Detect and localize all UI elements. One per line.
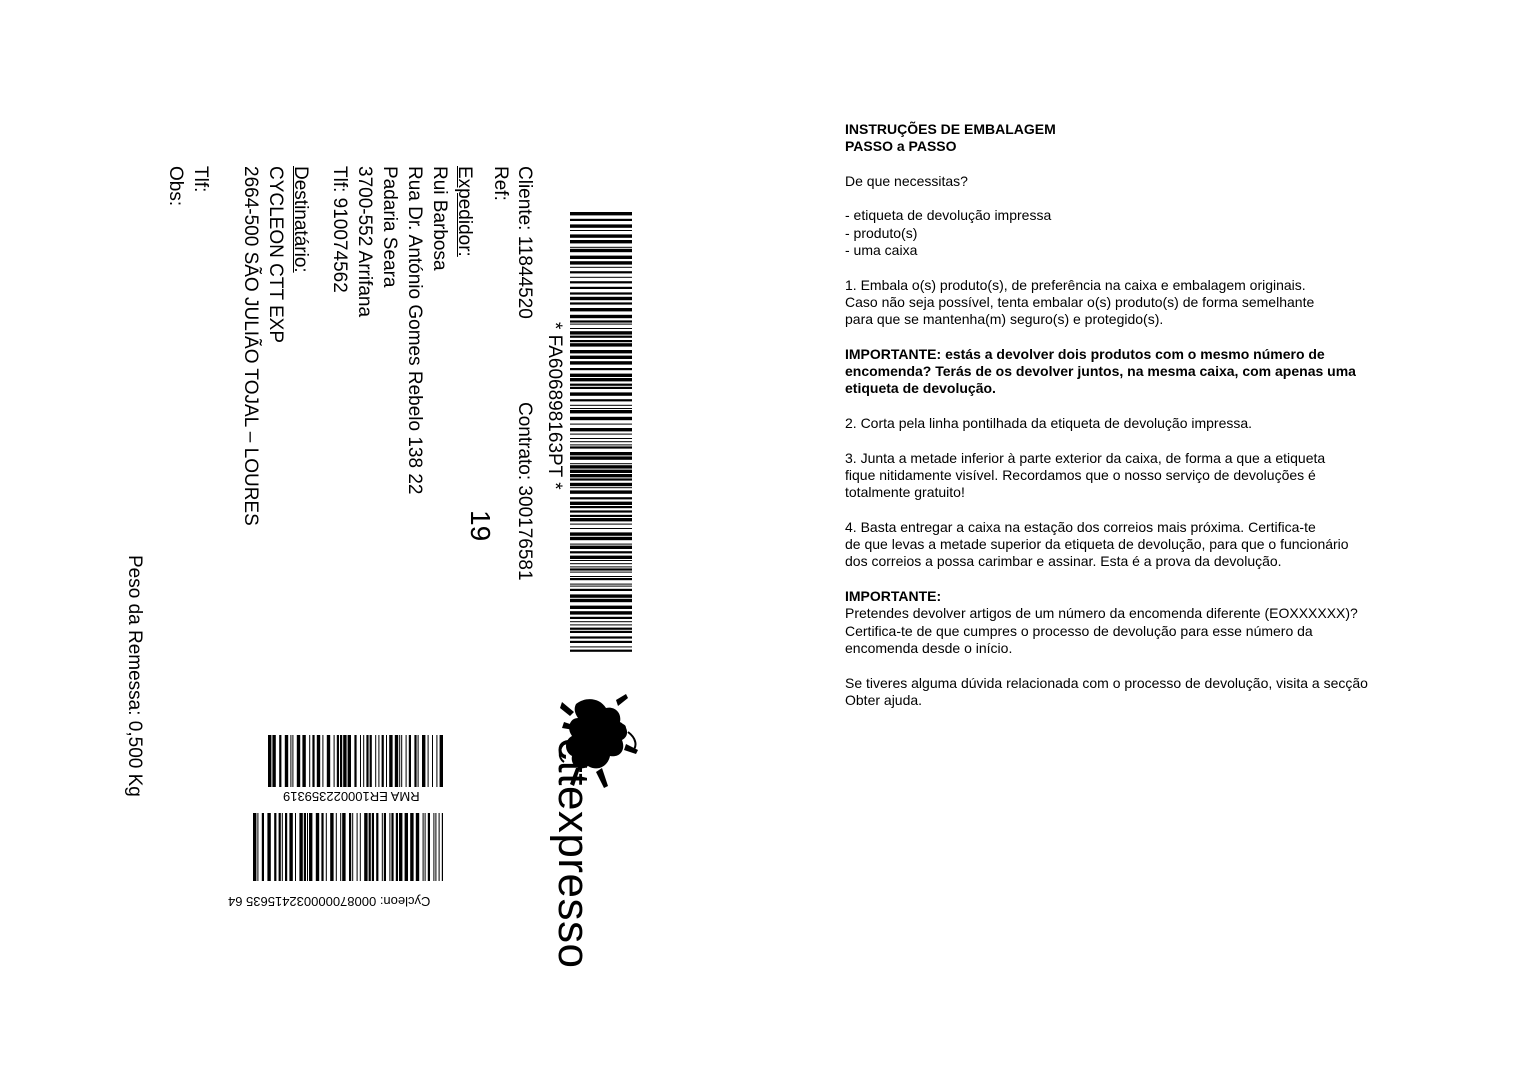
barcode-bar	[279, 735, 281, 787]
barcode-bar	[570, 281, 632, 283]
barcode-bar	[570, 410, 632, 413]
barcode-bar	[292, 735, 293, 787]
barcode-bar	[570, 606, 632, 609]
instructions-step-2: 2. Corta pela linha pontilhada da etiqueta de devolução impressa.	[845, 415, 1253, 432]
barcode-bar	[570, 594, 632, 597]
barcode-bar	[570, 556, 632, 559]
barcode-bar	[440, 735, 443, 787]
instructions-step-3: 3. Junta a metade inferior à parte exterior da caixa, de forma a que a etiqueta fique nitidamente visível. Recordamos que o nosso serviço de devoluções é totalmente gratuito!	[845, 449, 1326, 501]
barcode-bar	[428, 813, 430, 881]
barcode-bar	[570, 544, 632, 545]
barcode-bar	[372, 813, 374, 881]
barcode-bar	[570, 502, 632, 505]
barcode-bar	[570, 417, 632, 420]
barcode-bar	[285, 813, 287, 881]
barcode-bar	[570, 399, 632, 401]
barcode-bar	[570, 287, 632, 289]
barcode-bar	[416, 813, 419, 881]
barcode-bar	[570, 584, 632, 585]
barcode-bar	[422, 735, 425, 787]
barcode-bar	[352, 813, 353, 881]
barcode-bar	[399, 813, 402, 881]
cycleon-barcode	[253, 813, 443, 881]
barcode-bar	[406, 735, 407, 787]
barcode-bar	[342, 813, 345, 881]
client-number: Cliente: 11844520	[514, 166, 535, 319]
barcode-bar	[570, 277, 632, 278]
barcode-bar	[570, 599, 632, 602]
recipient-address: 2664-500 SÃO JULIÃO TOJAL – LOURES	[240, 166, 261, 526]
barcode-bar	[297, 735, 300, 787]
barcode-bar	[570, 515, 632, 517]
barcode-bar	[369, 813, 371, 881]
barcode-bar	[570, 340, 632, 342]
barcode-bar	[378, 735, 379, 787]
label-number: 19	[465, 510, 496, 542]
barcode-bar	[307, 813, 308, 881]
barcode-bar	[570, 308, 632, 311]
barcode-bar	[396, 813, 398, 881]
barcode-bar	[570, 297, 632, 300]
barcode-bar	[570, 434, 632, 435]
cycleon-barcode-text: Cycleon: 000870000032415635 64	[228, 894, 431, 909]
barcode-bar	[570, 510, 632, 512]
barcode-bar	[570, 224, 632, 227]
barcode-bar	[570, 628, 632, 630]
recipient-name: CYCLEON CTT EXP	[265, 166, 286, 344]
observations-label: Obs:	[165, 166, 186, 207]
barcode-bar	[570, 566, 632, 567]
barcode-bar	[282, 813, 283, 881]
sender-name: Rui Barbosa	[429, 166, 450, 271]
barcode-bar	[391, 813, 393, 881]
barcode-bar	[290, 735, 291, 787]
barcode-bar	[570, 230, 632, 231]
instructions-important-2-title: IMPORTANTE:	[845, 588, 942, 605]
barcode-bar	[570, 572, 632, 573]
barcode-bar	[349, 813, 351, 881]
barcode-bar	[409, 735, 411, 787]
barcode-bar	[343, 735, 346, 787]
barcode-bar	[570, 247, 632, 248]
barcode-bar	[267, 813, 270, 881]
barcode-bar	[570, 470, 632, 473]
barcode-bar	[375, 735, 376, 787]
barcode-bar	[570, 350, 632, 353]
barcode-bar	[570, 578, 632, 580]
barcode-bar	[570, 261, 632, 264]
barcode-bar	[570, 650, 632, 652]
barcode-bar	[570, 356, 632, 359]
barcode-bar	[336, 813, 337, 881]
barcode-bar	[570, 474, 632, 477]
barcode-bar	[357, 813, 358, 881]
barcode-bar	[376, 813, 378, 881]
barcode-bar	[570, 408, 632, 409]
shipment-weight: Peso da Remessa: 0,500 Kg	[124, 555, 145, 797]
barcode-bar	[414, 735, 416, 787]
barcode-bar	[257, 813, 258, 881]
barcode-bar	[570, 589, 632, 591]
barcode-bar	[399, 735, 400, 787]
packing-instructions	[845, 121, 1445, 726]
barcode-bar	[570, 331, 632, 334]
barcode-bar	[570, 302, 632, 304]
logo-wordmark: cttexpresso	[549, 738, 598, 969]
barcode-bar	[423, 813, 424, 881]
barcode-bar	[570, 456, 632, 459]
barcode-bar	[570, 483, 632, 486]
barcode-bar	[570, 452, 632, 455]
barcode-bar	[384, 813, 386, 881]
barcode-bar	[268, 735, 271, 787]
barcode-bar	[570, 551, 632, 553]
barcode-bar	[570, 320, 632, 322]
barcode-bar	[570, 240, 632, 243]
barcode-bar	[570, 560, 632, 561]
ref-label: Ref:	[490, 166, 511, 201]
barcode-bar	[570, 646, 632, 647]
barcode-bar	[279, 813, 281, 881]
barcode-bar	[570, 361, 632, 364]
barcode-bar	[435, 813, 436, 881]
barcode-bar	[570, 219, 632, 221]
barcode-bar	[289, 813, 292, 881]
barcode-bar	[570, 546, 632, 549]
barcode-bar	[570, 586, 632, 587]
barcode-bar	[570, 490, 632, 493]
barcode-bar	[340, 735, 342, 787]
barcode-bar	[262, 813, 264, 881]
barcode-bar	[418, 735, 419, 787]
barcode-bar	[304, 813, 306, 881]
barcode-bar	[570, 256, 632, 259]
barcode-bar	[570, 465, 632, 468]
barcode-bar	[410, 813, 413, 881]
barcode-bar	[570, 212, 632, 215]
barcode-bar	[363, 735, 364, 787]
barcode-bar	[570, 343, 632, 346]
barcode-bar	[570, 518, 632, 521]
barcode-bar	[570, 392, 632, 395]
barcode-bar	[570, 405, 632, 406]
barcode-bar	[382, 813, 383, 881]
barcode-bar	[570, 487, 632, 488]
barcode-bar	[340, 813, 341, 881]
barcode-bar	[425, 813, 426, 881]
instructions-important-2: Pretendes devolver artigos de um número da encomenda diferente (EOXXXXXX)? Certifica-te de que cumpres o processo de devolução para esse número da encomenda desde o início.	[845, 605, 1358, 656]
barcode-bar	[389, 735, 392, 787]
barcode-bar	[326, 813, 327, 881]
sender-company: Padaria Seara	[379, 166, 400, 288]
sender-heading: Expedidor:	[454, 166, 475, 257]
barcode-bar	[570, 271, 632, 273]
barcode-bar	[570, 478, 632, 480]
barcode-bar	[570, 528, 632, 529]
rma-barcode	[268, 735, 444, 787]
barcode-bar	[354, 735, 356, 787]
contract-number: Contrato: 300176581	[514, 402, 535, 581]
barcode-bar	[299, 813, 302, 881]
barcode-bar	[439, 813, 440, 881]
recipient-heading: Destinatário:	[290, 166, 311, 273]
barcode-bar	[309, 735, 310, 787]
barcode-bar	[570, 621, 632, 622]
barcode-bar	[570, 368, 632, 370]
barcode-bar	[285, 735, 288, 787]
barcode-bar	[570, 506, 632, 508]
barcode-bar	[401, 735, 402, 787]
instructions-important-1: IMPORTANTE: estás a devolver dois produtos com o mesmo número de encomenda? Terás de os devolver juntos, na mesma caixa, com apenas uma etiqueta de devolução.	[845, 345, 1356, 397]
barcode-bar	[570, 292, 632, 294]
barcode-bar	[570, 446, 632, 448]
barcode-bar	[570, 611, 632, 614]
barcode-bar	[436, 735, 437, 787]
instructions-step-1: 1. Embala o(s) produto(s), de preferência na caixa e embalagem originais. Caso não seja possível, tenta embalar o(s) produto(s) de forma semelhante para que se mantenha(m) seguro(s) e protegido(s).	[845, 276, 1315, 328]
barcode-bar	[395, 735, 398, 787]
barcode-bar	[428, 735, 429, 787]
barcode-bar	[327, 735, 330, 787]
barcode-bar	[274, 813, 276, 881]
barcode-bar	[570, 267, 632, 268]
barcode-bar	[570, 328, 632, 329]
barcode-bar	[433, 813, 434, 881]
barcode-bar	[570, 315, 632, 318]
barcode-bar	[360, 813, 361, 881]
barcode-bar	[322, 735, 323, 787]
barcode-bar	[272, 735, 275, 787]
barcode-bar	[570, 624, 632, 625]
barcode-bar	[295, 813, 296, 881]
barcode-bar	[570, 641, 632, 643]
instructions-step-4: 4. Basta entregar a caixa na estação dos correios mais próxima. Certifica-te de que levas a metade superior da etiqueta de devolução, para que o funcionário dos correios a possa carimbar e assinar. Esta é a prova da devolução.	[845, 518, 1349, 570]
tracking-barcode	[570, 212, 632, 652]
barcode-bar	[570, 576, 632, 577]
barcode-bar	[570, 537, 632, 540]
barcode-bar	[386, 735, 387, 787]
barcode-bar	[570, 387, 632, 389]
barcode-bar	[570, 532, 632, 535]
barcode-bar	[432, 735, 433, 787]
barcode-bar	[348, 735, 351, 787]
barcode-bar	[570, 336, 632, 338]
barcode-bar	[316, 813, 319, 881]
sender-phone: Tlf: 910074562	[329, 166, 350, 293]
barcode-bar	[570, 524, 632, 525]
barcode-bar	[570, 378, 632, 381]
barcode-bar	[570, 463, 632, 464]
barcode-bar	[302, 735, 305, 787]
barcode-bar	[570, 497, 632, 499]
barcode-bar	[321, 813, 323, 881]
barcode-bar	[337, 735, 339, 787]
instructions-help: Se tiveres alguma dúvida relacionada com o processo de devolução, visita a secção Obter ajuda.	[845, 674, 1368, 708]
barcode-bar	[570, 384, 632, 386]
sender-postcode: 3700-552 Arrifana	[354, 166, 375, 318]
rma-barcode-text: RMA ER100022359319	[283, 789, 420, 804]
sender-street: Rua Dr. António Gomes Rebelo 138 22	[404, 166, 425, 495]
instructions-items: - etiqueta de devolução impressa - produto(s) - uma caixa	[845, 207, 1052, 259]
instructions-title: INSTRUÇÕES DE EMBALAGEM PASSO a PASSO	[845, 121, 1056, 155]
barcode-bar	[570, 441, 632, 442]
barcode-bar	[570, 568, 632, 570]
barcode-bar	[570, 249, 632, 252]
barcode-bar	[570, 438, 632, 439]
barcode-bar	[312, 735, 314, 787]
instructions-need: De que necessitas?	[845, 172, 968, 189]
barcode-bar	[570, 631, 632, 633]
barcode-bar	[442, 813, 443, 881]
barcode-bar	[364, 813, 367, 881]
barcode-bar	[570, 636, 632, 638]
barcode-bar	[405, 813, 408, 881]
barcode-bar	[382, 735, 384, 787]
barcode-bar	[570, 444, 632, 445]
barcode-bar	[317, 735, 320, 787]
barcode-bar	[570, 374, 632, 377]
barcode-bar	[570, 617, 632, 619]
barcode-bar	[360, 735, 361, 787]
barcode-bar	[330, 813, 333, 881]
barcode-bar	[570, 563, 632, 564]
barcode-bar	[366, 735, 368, 787]
barcode-bar	[370, 735, 372, 787]
barcode-bar	[570, 428, 632, 431]
tracking-barcode-text: * FA606898163PT *	[544, 322, 565, 490]
recipient-phone-label: Tlf:	[190, 166, 211, 193]
barcode-bar	[309, 813, 312, 881]
barcode-bar	[389, 813, 390, 881]
barcode-bar	[334, 735, 335, 787]
barcode-bar	[570, 234, 632, 237]
barcode-bar	[253, 813, 256, 881]
barcode-bar	[570, 424, 632, 425]
barcode-bar	[570, 324, 632, 325]
